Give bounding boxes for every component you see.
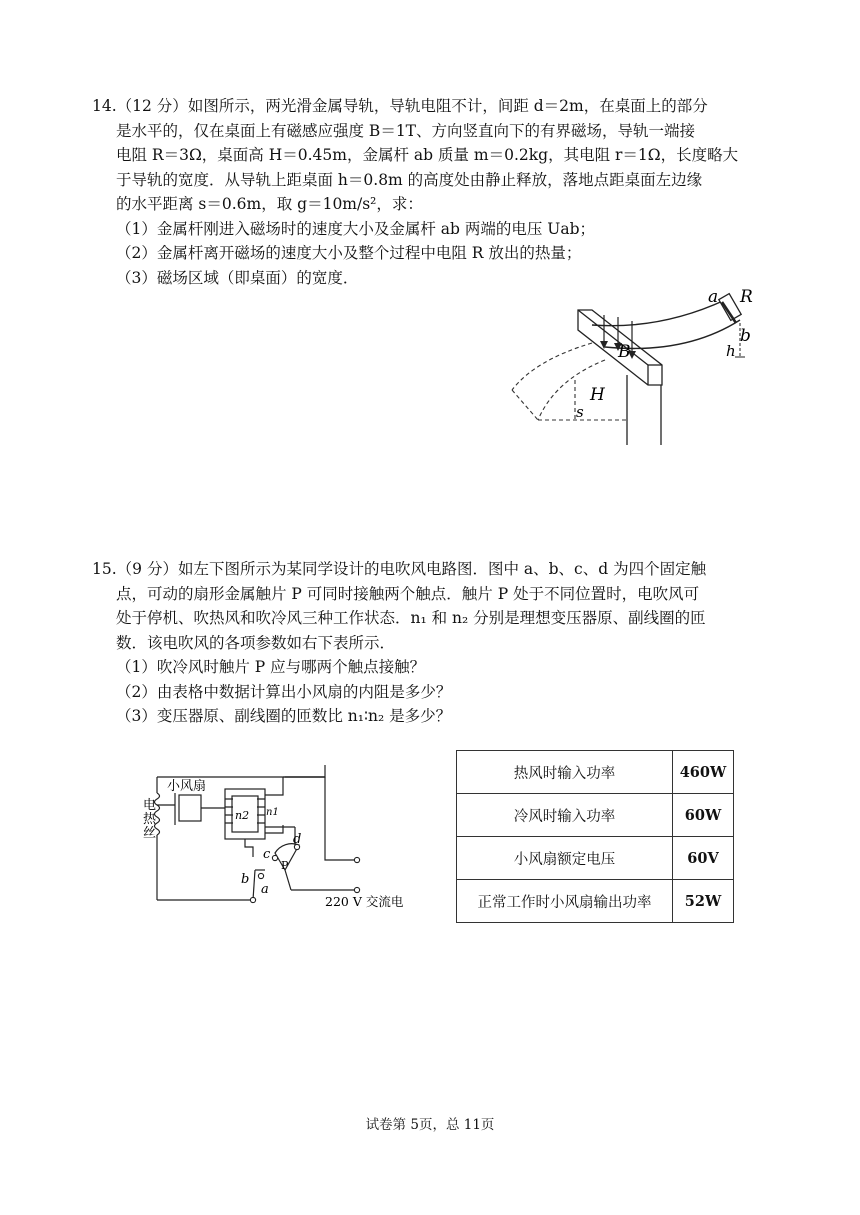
label-b: b	[740, 326, 751, 346]
table-key: 热风时输入功率	[457, 751, 673, 794]
label-heater-2: 热	[143, 812, 157, 827]
label-heater-1: 电	[143, 798, 157, 813]
table-row	[457, 794, 734, 837]
q15-line-1: 15.（9 分）如左下图所示为某同学设计的电吹风电路图．图中 a、b、c、d 为四个固定触	[92, 560, 707, 578]
q15-score: （9 分）	[116, 560, 178, 578]
page-footer: 试卷第 5页，总 11页	[365, 1117, 495, 1133]
table-value: 52W	[673, 880, 734, 923]
label-c: c	[263, 847, 271, 862]
label-R: R	[740, 287, 753, 307]
table-row	[457, 837, 734, 880]
label-n1: n1	[266, 807, 279, 818]
label-heater-3: 丝	[143, 826, 157, 841]
label-a: a	[708, 287, 719, 307]
label-n2: n2	[235, 809, 250, 822]
q15-sub-2: （2）由表格中数据计算出小风扇的内阻是多少？	[116, 682, 452, 701]
q15-line-2: 点，可动的扇形金属触片 P 可同时接触两个触点．触片 P 处于不同位置时，电吹风可	[116, 584, 700, 603]
q15-sub-1: （1）吹冷风时触片 P 应与哪两个触点接触？	[116, 658, 426, 676]
q15-number: 15.	[92, 560, 117, 578]
table-row	[457, 751, 734, 794]
q15-parameter-table	[456, 750, 734, 923]
label-h: h	[726, 342, 736, 360]
table-value: 60V	[673, 837, 734, 880]
q14-line-4: 于导轨的宽度．从导轨上距桌面 h＝0.8m 的高度处由静止释放，落地点距桌面左边缘	[116, 170, 703, 189]
table-key: 冷风时输入功率	[457, 794, 673, 837]
question-15	[92, 557, 782, 729]
label-s: s	[576, 403, 584, 421]
table-value: 60W	[673, 794, 734, 837]
label-B: B	[618, 342, 631, 362]
table-key: 正常工作时小风扇输出功率	[457, 880, 673, 923]
q15-sub-3: （3）变压器原、副线圈的匝数比 n₁∶n₂ 是多少？	[116, 707, 452, 725]
label-P: P	[281, 859, 289, 872]
label-a: a	[261, 882, 269, 897]
table-key: 小风扇额定电压	[457, 837, 673, 880]
q15-line-4: 数．该电吹风的各项参数如右下表所示．	[116, 633, 396, 652]
q14-line-1: 14.（12 分）如图所示，两光滑金属导轨，导轨电阻不计，间距 d＝2m，在桌面上的部分	[92, 97, 708, 115]
q15-line-3: 处于停机、吹热风和吹冷风三种工作状态．n₁ 和 n₂ 分别是理想变压器原、副线圈的匝	[116, 609, 706, 627]
q14-figure	[500, 285, 780, 450]
q14-line-3: 电阻 R＝3Ω，桌面高 H＝0.45m，金属杆 ab 质量 m＝0.2kg，其电阻 r＝1Ω，长度略大	[116, 146, 739, 164]
q14-sub-3: （3）磁场区域（即桌面）的宽度．	[116, 268, 359, 287]
label-fan: 小风扇	[167, 779, 207, 794]
label-source: 220 V 交流电	[325, 894, 404, 909]
q15-circuit	[135, 765, 435, 915]
question-14	[92, 94, 782, 290]
table-value: 460W	[673, 751, 734, 794]
q14-sub-1: （1）金属杆刚进入磁场时的速度大小及金属杆 ab 两端的电压 Uab；	[116, 219, 596, 238]
label-b: b	[241, 872, 250, 887]
q14-score: （12 分）	[116, 97, 188, 115]
label-d: d	[293, 832, 302, 847]
q14-line-5: 的水平距离 s＝0.6m，取 g＝10m/s²，求：	[116, 195, 423, 213]
label-H: H	[590, 385, 605, 405]
q14-line-2: 是水平的，仅在桌面上有磁感应强度 B＝1T、方向竖直向下的有界磁场，导轨一端接	[116, 121, 696, 140]
q14-number: 14.	[92, 97, 117, 115]
q14-sub-2: （2）金属杆离开磁场的速度大小及整个过程中电阻 R 放出的热量；	[116, 244, 582, 262]
table-row	[457, 880, 734, 923]
